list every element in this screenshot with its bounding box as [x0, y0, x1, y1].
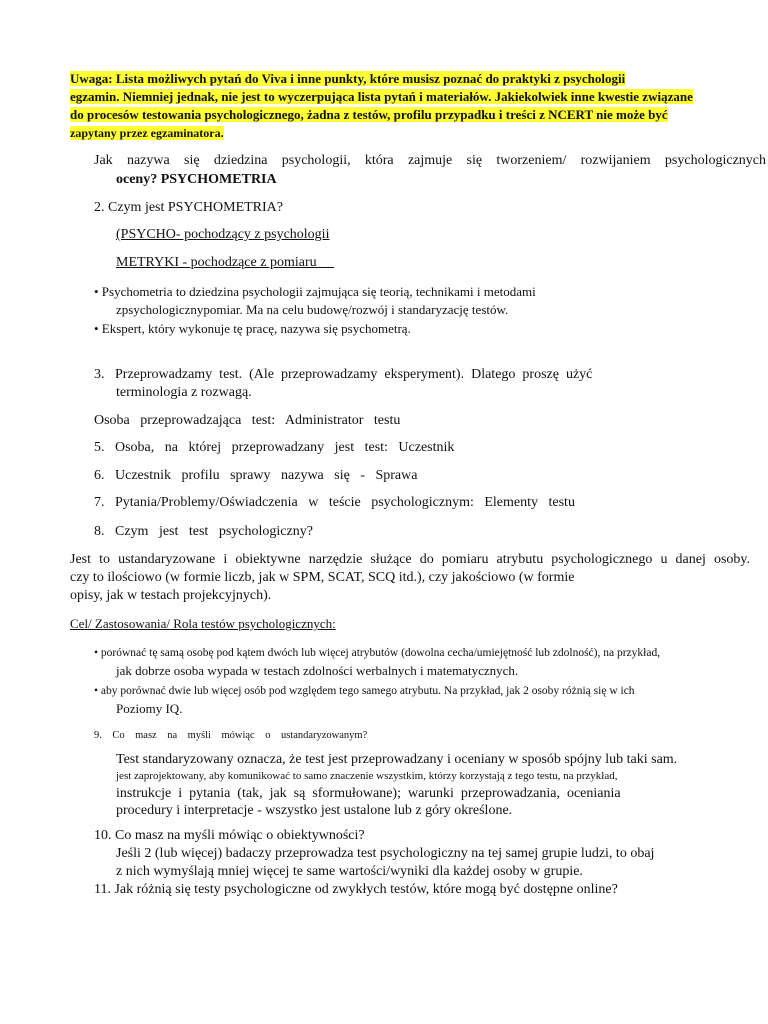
- q6-line: 6. Uczestnik profilu sprawy nazywa się - Sprawa: [94, 468, 418, 483]
- q2-psycho-definition: (PSYCHO- pochodzący z psychologii: [116, 227, 330, 242]
- purpose-heading: Cel/ Zastosowania/ Rola testów psychologicznych:: [70, 616, 336, 631]
- bullet-psychometria-line-1: • Psychometria to dziedzina psychologii zajmująca się teorią, technikami i metodami: [94, 284, 536, 299]
- notice-line-1: Uwaga: Lista możliwych pytań do Viva i inne punkty, które musisz poznać do praktyki z psychologii: [70, 71, 626, 86]
- q8-question: 8. Czym jest test psychologiczny?: [94, 524, 313, 539]
- purpose-bullet-1-line-2: jak dobrze osoba wypada w testach zdolności werbalnych i matematycznych.: [116, 663, 519, 678]
- q7-line: 7. Pytania/Problemy/Oświadczenia w teście psychologicznym: Elementy testu: [94, 495, 575, 510]
- answer8-line-3: opisy, jak w testach projekcyjnych).: [70, 588, 272, 603]
- purpose-bullet-1-line-1: • porównać tę samą osobę pod kątem dwóch lub więcej atrybutów (dowolna cecha/umiejętność lub zdolność), na przykład,: [94, 647, 661, 659]
- purpose-bullet-2-line-1: • aby porównać dwie lub więcej osób pod względem tego samego atrybutu. Na przykład, jak 2 osoby różnią się w ich: [94, 685, 635, 697]
- q2-metryki-definition: METRYKI - pochodzące z pomiaru: [116, 255, 335, 270]
- q1-line-2: oceny? PSYCHOMETRIA: [116, 172, 277, 187]
- answer8-line-1: Jest to ustandaryzowane i obiektywne narzędzie służące do pomiaru atrybutu psychologicznego u danej osoby.: [70, 552, 750, 567]
- q9-answer-line-1: Test standaryzowany oznacza, że test jest przeprowadzany i oceniany w sposób spójny lub taki sam.: [116, 752, 678, 767]
- q10-answer-line-1: Jeśli 2 (lub więcej) badaczy przeprowadza test psychologiczny na tej samej grupie ludzi, to obaj: [116, 846, 655, 861]
- q2-question: 2. Czym jest PSYCHOMETRIA?: [94, 200, 283, 215]
- purpose-bullet-2-line-2: Poziomy IQ.: [116, 701, 183, 716]
- q10-answer-line-2: z nich wymyślają mniej więcej te same wartości/wyniki dla każdej osoby w grupie.: [116, 864, 583, 879]
- notice-line-3: do procesów testowania psychologicznego, żadna z testów, profilu przypadku i treści z NCERT nie może być: [70, 107, 668, 122]
- answer8-line-2: czy to ilościowo (w formie liczb, jak w SPM, SCAT, SCQ itd.), czy jakościowo (w formie: [70, 570, 575, 585]
- q3-line-1: 3. Przeprowadzamy test. (Ale przeprowadzamy eksperyment). Dlatego proszę użyć: [94, 367, 593, 382]
- q4-line: Osoba przeprowadzająca test: Administrator testu: [94, 413, 401, 428]
- q3-line-2: terminologia z rozwagą.: [116, 385, 252, 400]
- q9-answer-line-4: procedury i interpretacje - wszystko jest ustalone lub z góry określone.: [116, 803, 513, 818]
- q11-question: 11. Jak różnią się testy psychologiczne od zwykłych testów, które mogą być dostępne online?: [94, 882, 618, 897]
- q5-line: 5. Osoba, na której przeprowadzany jest test: Uczestnik: [94, 440, 455, 455]
- q9-question: 9. Co masz na myśli mówiąc o ustandaryzowanym?: [94, 730, 368, 741]
- bullet-psychometria-line-2: zpsychologicznypomiar. Ma na celu budowę/rozwój i standaryzację testów.: [116, 302, 509, 317]
- notice-line-2: egzamin. Niemniej jednak, nie jest to wyczerpująca lista pytań i materiałów. Jakiekolwiek inne kwestie związane: [70, 89, 693, 104]
- q9-answer-line-3: instrukcje i pytania (tak, jak są sformułowane); warunki przeprowadzania, oceniania: [116, 786, 621, 801]
- q1-line-1: Jak nazywa się dziedzina psychologii, która zajmuje się tworzeniem/ rozwijaniem psychologicznych: [94, 153, 766, 168]
- q10-question: 10. Co masz na myśli mówiąc o obiektywności?: [94, 828, 365, 843]
- q9-answer-line-2: jest zaprojektowany, aby komunikować to samo znaczenie wszystkim, którzy korzystają z tego testu, na przykład,: [116, 770, 618, 782]
- notice-line-4: zapytany przez egzaminatora.: [70, 126, 224, 140]
- bullet-psychometra: • Ekspert, który wykonuje tę pracę, nazywa się psychometrą.: [94, 321, 411, 336]
